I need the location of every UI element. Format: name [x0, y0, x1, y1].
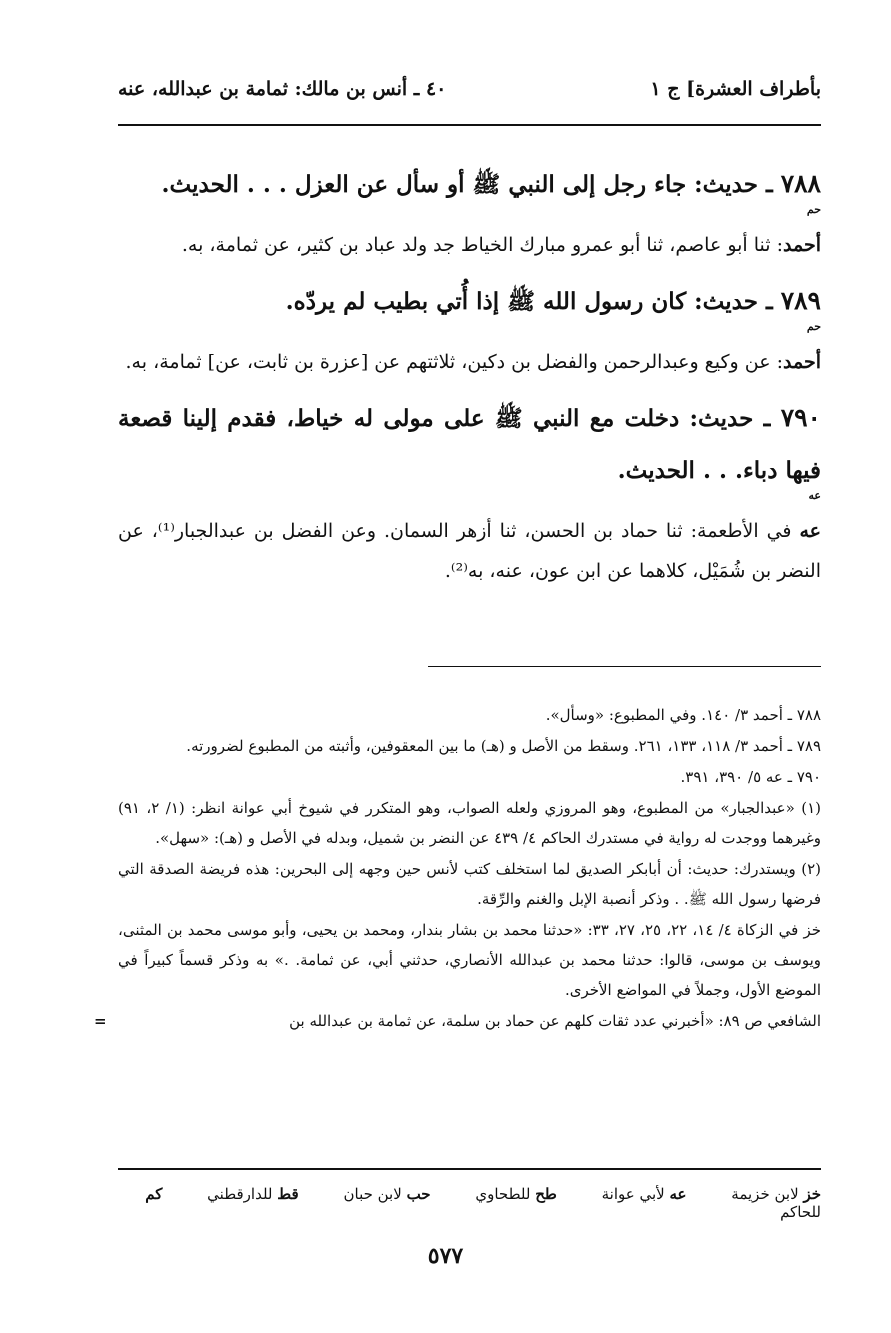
legend-code: قط [277, 1185, 299, 1203]
hadith-heading [118, 392, 821, 497]
legend-item [582, 1185, 687, 1203]
legend-code: حب [406, 1185, 431, 1203]
footnote: ٧٨٨ ـ أحمد ٣/ ١٤٠. وفي المطبوع: «وسأل». [545, 706, 821, 724]
hadith-isnad [118, 342, 821, 382]
hadith-entry [118, 392, 821, 591]
hadith-heading [118, 158, 821, 211]
legend-item [455, 1185, 556, 1203]
book-title: بأطراف العشرة] ج ١ [650, 78, 821, 100]
hadith-source-abbr: حم [806, 320, 821, 333]
hadith-text: ـ حديث: دخلت مع النبي ﷺ على مولى له خياط، فقدم إلينا قصعة فيها دباء. . . الحديث. [118, 405, 821, 484]
legend-item [323, 1185, 430, 1203]
legend-name: للطحاوي [475, 1185, 531, 1203]
hadith-isnad [118, 511, 821, 591]
legend-code: عه [669, 1185, 687, 1203]
hadith-number: ٧٩٠ [780, 403, 821, 432]
hadith-heading [118, 275, 821, 328]
hadith-entry [118, 275, 821, 382]
legend-item [187, 1185, 299, 1203]
main-text [118, 158, 821, 601]
source-label: أحمد [783, 351, 821, 373]
hadith-isnad [118, 225, 821, 265]
footnote: الشافعي ص ٨٩: «أخبرني عدد ثقات كلهم عن حماد بن سلمة، عن ثمامة بن عبدالله بن = [118, 1006, 821, 1036]
footnote: خز في الزكاة ٤/ ١٤، ٢٢، ٢٥، ٢٧، ٣٣: «حدثنا محمد بن بشار بندار، ومحمد بن يحيى، وأبو موسى محمد بن المثنى، ويوسف بن موسى، قالوا: حدثنا محمد بن عبدالله الأنصاري، حدثني أبي، عن ثمامة. .» به وذكر قسماً كبيراً في الموضع الأول، وجملاً في المواضع الأخرى. [118, 921, 822, 999]
source-label: أحمد [783, 234, 821, 256]
legend-name: لأبي عوانة [601, 1185, 665, 1203]
footnote-divider [428, 666, 821, 667]
legend-name: للدارقطني [207, 1185, 273, 1203]
footnote: ٧٨٩ ـ أحمد ٣/ ١١٨، ١٣٣، ٢٦١. وسقط من الأصل و (هـ) ما بين المعقوفين، وأثبته من المطبوع لضرورته. [186, 737, 821, 755]
legend-name: لابن خزيمة [731, 1185, 799, 1203]
legend-divider [118, 1168, 821, 1170]
footnote: (٢) ويستدرك: حديث: أن أبابكر الصديق لما استخلف كتب لأنس حين وجهه إلى البحرين: هذه فريضة الصدقة التي فرضها رسول الله ﷺ. . وذكر أنصبة الإبل والغنم والرِّقة. [118, 860, 821, 908]
section-title: ٤٠ ـ أنس بن مالك: ثمامة بن عبدالله، عنه [118, 78, 447, 100]
source-label: عه [799, 520, 821, 542]
legend-name: للحاكم [780, 1203, 821, 1221]
footnote: ٧٩٠ ـ عه ٥/ ٣٩٠، ٣٩١. [680, 768, 821, 786]
legend-code: خز [803, 1185, 821, 1203]
legend-code: كم [145, 1185, 163, 1203]
header-divider [118, 124, 821, 126]
footnotes [118, 700, 821, 1037]
legend-code: طح [535, 1185, 557, 1203]
isnad-text: في الأطعمة: ثنا حماد بن الحسن، ثنا أزهر السمان. وعن الفضل بن عبدالجبار⁽¹⁾، عن النضر بن شُمَيْل، كلاهما عن ابن عون، عنه، به⁽²⁾. [118, 520, 821, 582]
isnad-text: : ثنا أبو عاصم، ثنا أبو عمرو مبارك الخياط جد ولد عباد بن كثير، عن ثمامة، به. [181, 234, 784, 256]
abbreviation-legend [118, 1185, 821, 1221]
running-header [118, 78, 821, 112]
page-number: ٥٧٧ [427, 1243, 464, 1269]
footnote: (١) «عبدالجبار» من المطبوع، وهو المروزي ولعله الصواب، وهو المتكرر في شيوخ أبي عوانة انظر: (١/ ٢، ٩١) وغيرهما ووجدت له رواية في مستدرك الحاكم ٤/ ٤٣٩ عن النضر بن شميل، وبدله في الأصل و (هـ): «سهل». [118, 799, 822, 847]
hadith-text: ـ حديث: جاء رجل إلى النبي ﷺ أو سأل عن العزل . . . الحديث. [161, 171, 773, 198]
legend-name: لابن حبان [343, 1185, 402, 1203]
legend-item [711, 1185, 821, 1203]
hadith-source-abbr: حم [806, 203, 821, 216]
isnad-text: : عن وكيع وعبدالرحمن والفضل بن دكين، ثلاثتهم عن [عزرة بن ثابت، عن] ثمامة، به. [125, 351, 784, 373]
hadith-number: ٧٨٩ [780, 286, 821, 315]
hadith-source-abbr: عه [808, 489, 821, 502]
hadith-text: ـ حديث: كان رسول الله ﷺ إذا أُتي بطيب لم يردّه. [285, 288, 773, 315]
hadith-number: ٧٨٨ [780, 169, 821, 198]
hadith-entry [118, 158, 821, 265]
